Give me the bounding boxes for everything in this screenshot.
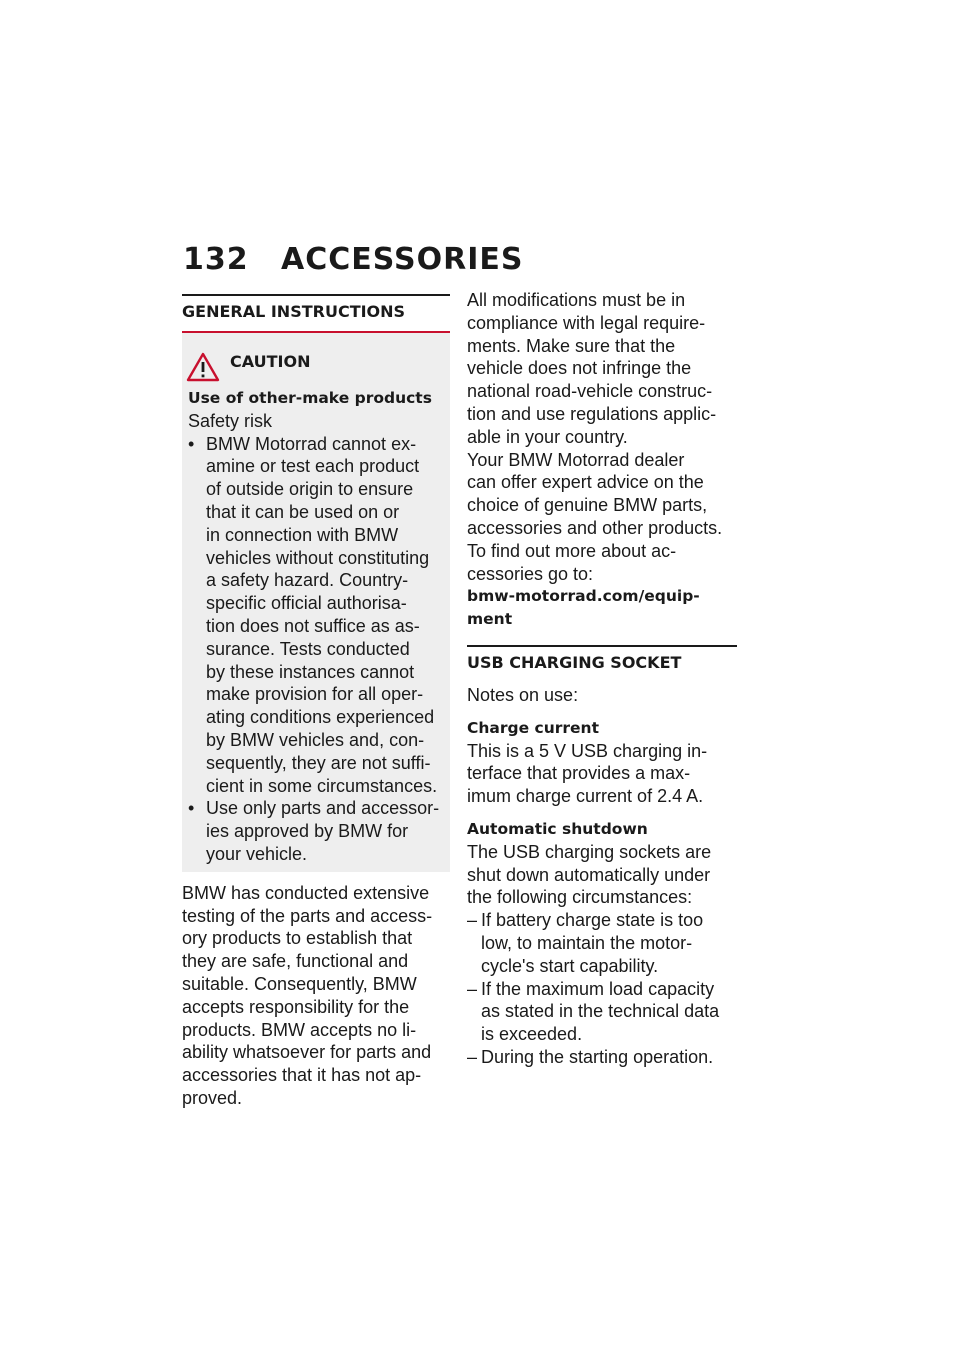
text-line: ments. Make sure that the [467,335,676,356]
section-title-general-instructions: GENERAL INSTRUCTIONS [182,302,406,321]
text-line: accessories that it has not ap- [182,1065,422,1086]
text-line: This is a 5 V USB charging in- [467,740,708,761]
text-line: tion and use regulations applic- [467,403,717,424]
shutdown-list-item [467,909,737,977]
right-column [467,289,737,1069]
text-line: by these instances cannot [206,661,415,682]
text-line: of outside origin to ensure [206,479,414,500]
text-line: BMW Motorrad cannot ex- [206,433,417,454]
text-line: national road-vehicle construc- [467,381,713,402]
text-line: ory products to establish that [182,928,413,949]
page-header [183,240,523,280]
text-line: make provision for all oper- [206,684,424,705]
text-line: ies approved by BMW for [206,821,409,842]
text-line: To find out more about ac- [467,540,677,561]
dash-icon: – [467,910,478,931]
shutdown-list-item [467,1046,737,1069]
section-rule [182,294,450,296]
text-line: If the maximum load capacity [481,978,715,999]
text-line: that it can be used on or [206,501,400,522]
text-line: tion does not suffice as as- [206,615,420,636]
text-line: ating conditions experienced [206,707,435,728]
text-line: cient in some circumstances. [206,775,438,796]
text-line: a safety hazard. Country- [206,570,409,591]
text-line: shut down automatically under [467,864,711,885]
text-line: Your BMW Motorrad dealer [467,449,685,470]
charge-current-heading: Charge current [467,718,599,737]
text-line: proved. [182,1087,243,1108]
text-line: surance. Tests conducted [206,638,410,659]
text-line: products. BMW accepts no li- [182,1019,417,1040]
text-line: terface that provides a max- [467,763,691,784]
caution-header [188,347,444,387]
notes-label: Notes on use: [467,684,579,705]
caution-bullet-item [188,797,444,865]
caution-bullet-item [188,433,444,798]
caution-heading: Use of other-make products [188,389,432,407]
general-body-paragraph [182,882,450,1110]
text-line: cessories go to: [467,563,594,584]
caution-risk: Safety risk [188,410,273,431]
text-line: vehicles without constituting [206,547,430,568]
section-title-usb-charging-socket: USB CHARGING SOCKET [467,652,682,672]
text-line: amine or test each product [206,456,420,477]
text-line: All modifications must be in [467,290,686,310]
text-line: compliance with legal require- [467,312,706,333]
text-line: The USB charging sockets are [467,841,712,862]
text-line: in connection with BMW [206,524,399,545]
text-line: BMW has conducted extensive [182,882,430,903]
text-line: able in your country. [467,426,628,447]
text-line: suitable. Consequently, BMW [182,973,417,994]
text-line: accessories and other products. [467,517,723,538]
text-line: Use only parts and accessor- [206,798,440,819]
text-line: the following circumstances: [467,887,693,908]
dash-icon: – [467,1046,478,1067]
text-line: your vehicle. [206,843,308,864]
left-column [182,294,450,1110]
text-line: can offer expert advice on the [467,472,704,493]
link-line[interactable]: bmw-motorrad.com/equip- [467,587,700,606]
modifications-paragraph [467,289,737,585]
section-rule [467,645,737,647]
text-line: imum charge current of 2.4 A. [467,786,704,807]
bullet-icon: • [188,433,195,454]
bullet-icon: • [188,798,195,819]
shutdown-list-item [467,978,737,1046]
text-line: choice of genuine BMW parts, [467,495,708,516]
text-line: they are safe, functional and [182,951,409,972]
text-line: cycle's start capability. [481,955,659,976]
text-line: ability whatsoever for parts and [182,1042,432,1063]
text-line: sequently, they are not suffi- [206,752,431,773]
text-line: accepts responsibility for the [182,996,410,1017]
warning-triangle-icon [186,352,220,382]
text-line: specific official authorisa- [206,593,407,614]
caution-box [182,333,450,872]
link-line[interactable]: ment [467,610,513,629]
dash-icon: – [467,978,478,999]
text-line: as stated in the technical data [481,1001,720,1022]
automatic-shutdown-heading: Automatic shutdown [467,819,648,838]
text-line: vehicle does not infringe the [467,358,692,379]
text-line: by BMW vehicles and, con- [206,729,425,750]
text-line: If battery charge state is too [481,910,704,931]
text-line: During the starting operation. [481,1046,714,1067]
text-line: is exceeded. [481,1024,583,1045]
text-line: testing of the parts and access- [182,905,433,926]
caution-label: CAUTION [230,351,311,371]
accessories-link[interactable] [467,585,737,631]
chapter-title: ACCESSORIES [281,242,524,277]
page-number: 132 [183,242,249,277]
text-line: low, to maintain the motor- [481,932,693,953]
